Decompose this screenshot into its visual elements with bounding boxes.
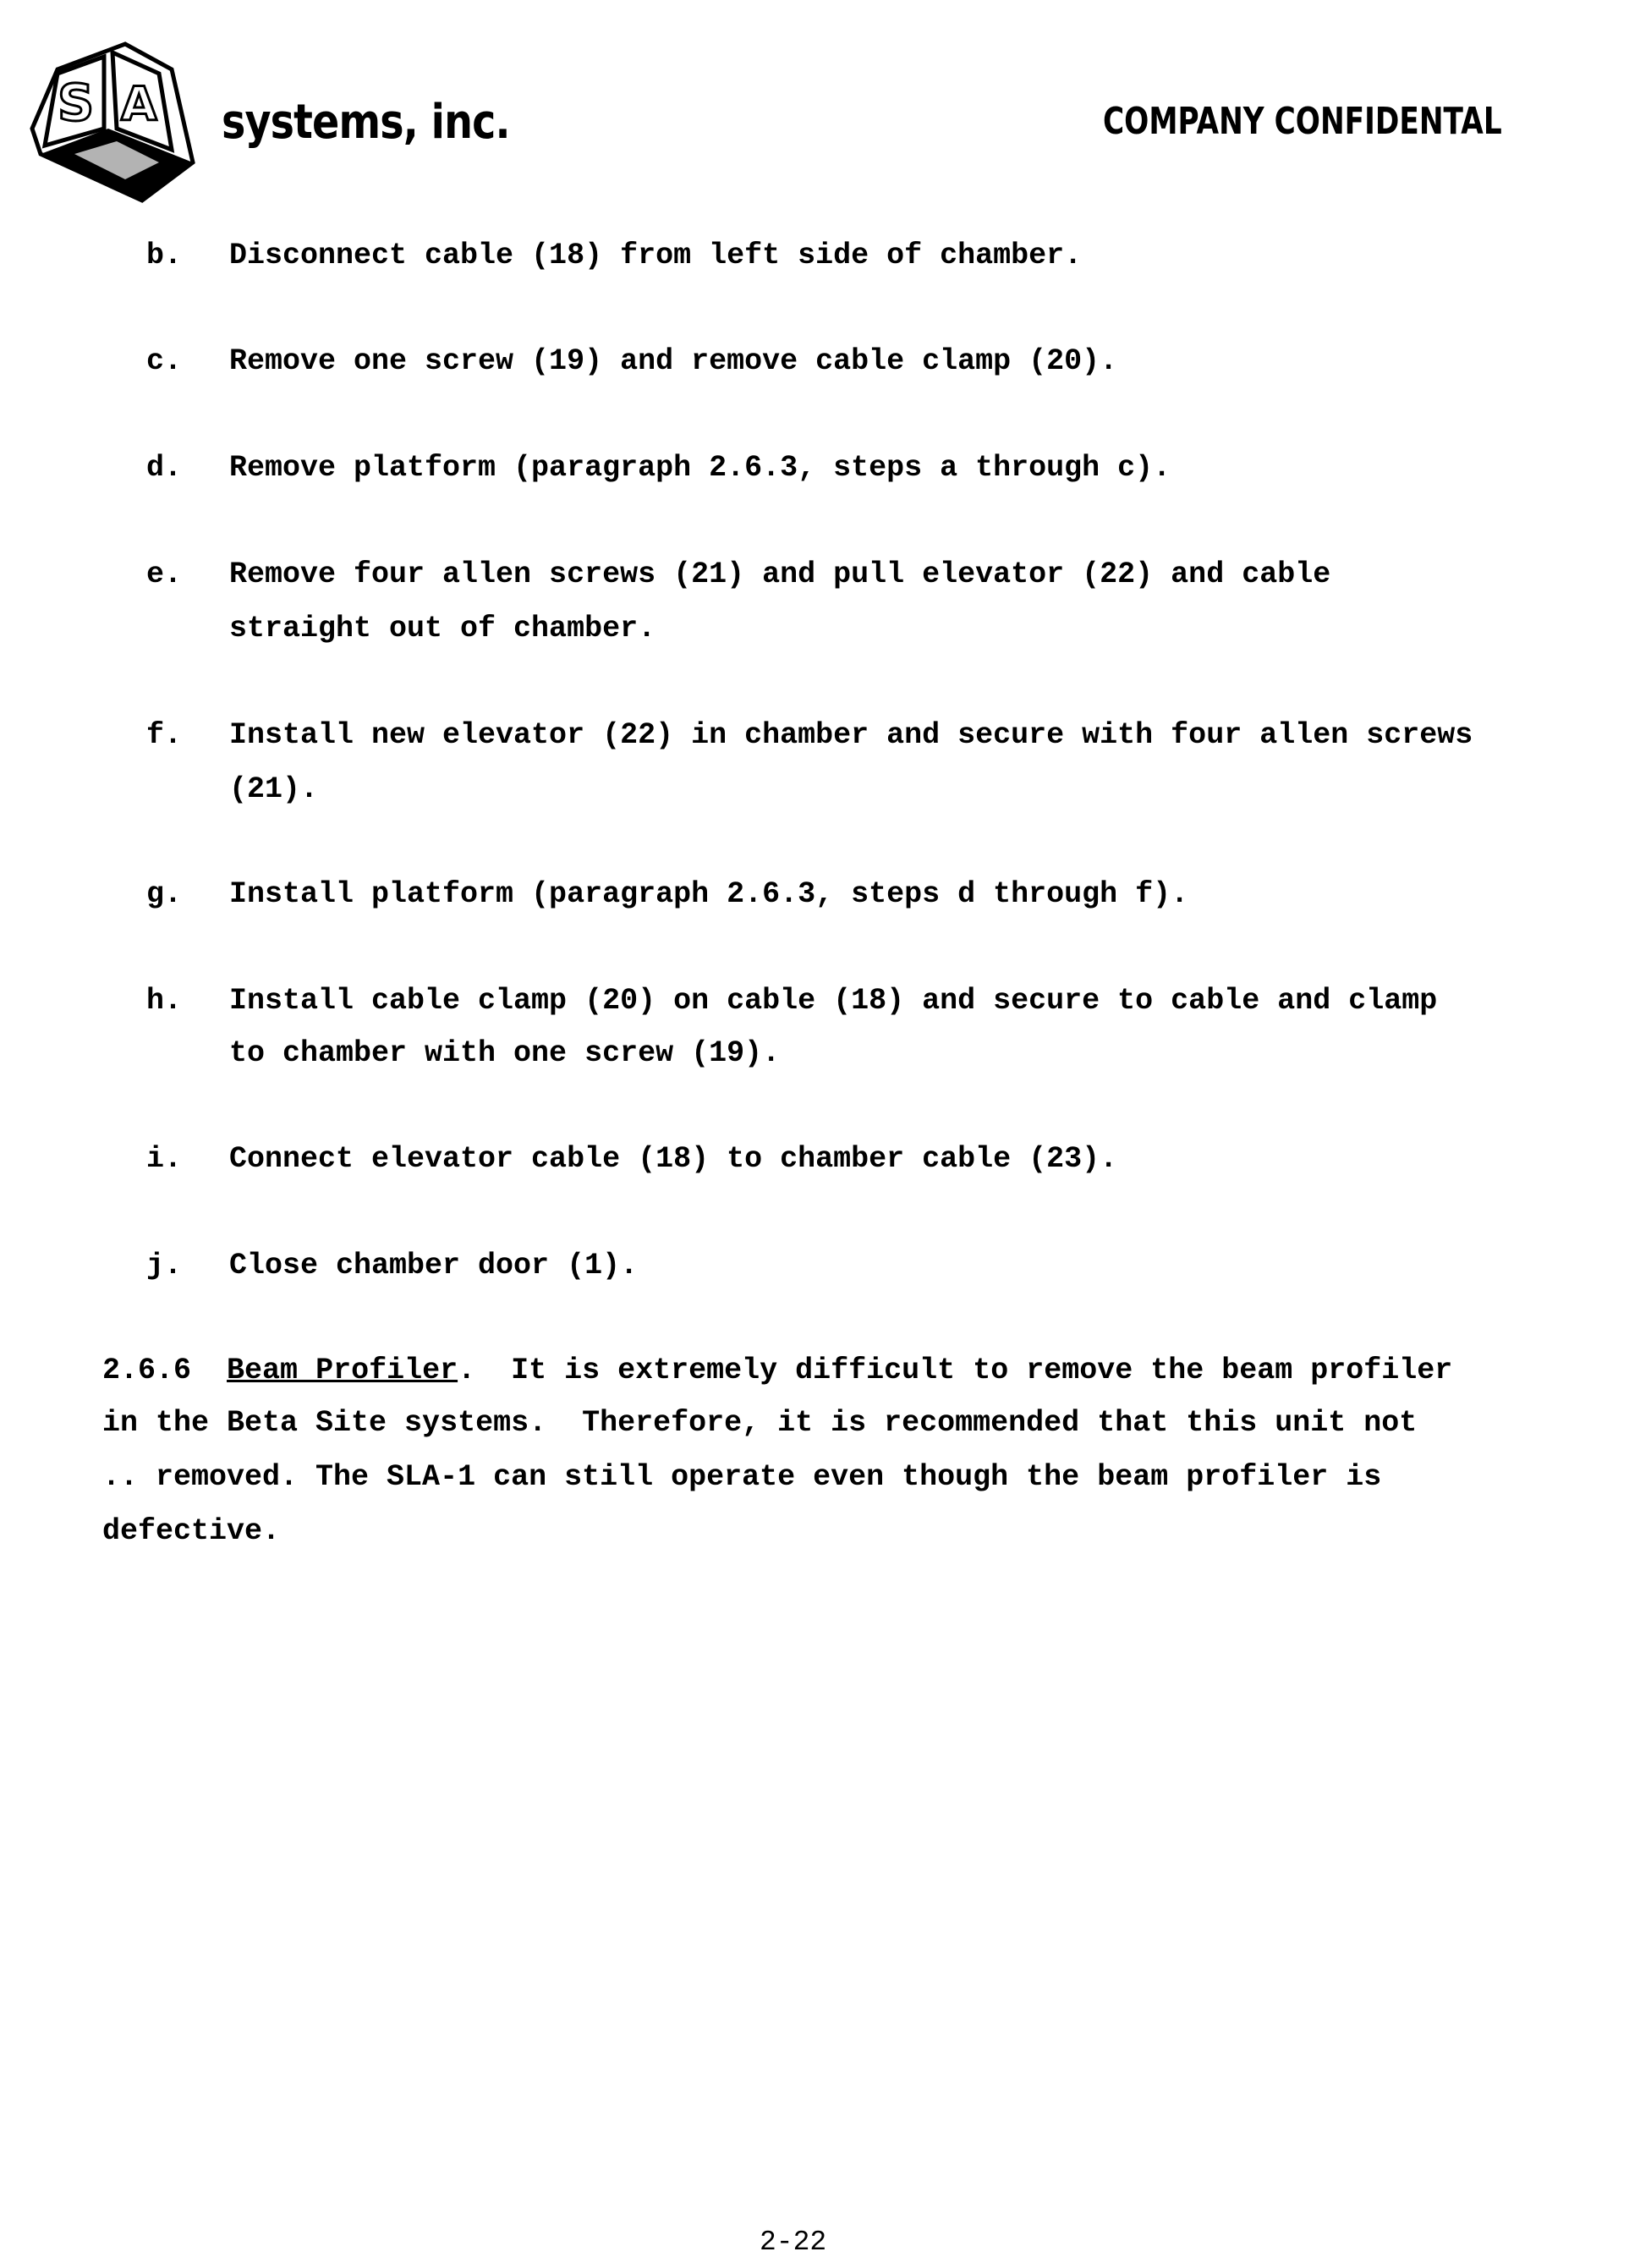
- step-letter: g.: [146, 868, 182, 920]
- company-logo: [24, 36, 218, 205]
- step-letter: h.: [146, 975, 182, 1027]
- step-text: Install new elevator (22) in chamber and secure with four allen screws: [229, 709, 1473, 761]
- step-text: Remove platform (paragraph 2.6.3, steps a through c).: [229, 442, 1171, 494]
- step-text: straight out of chamber.: [229, 602, 655, 655]
- step-text: to chamber with one screw (19).: [229, 1027, 780, 1079]
- step-text: (21).: [229, 763, 318, 815]
- company-name: systems, inc.: [222, 95, 510, 150]
- section-text: . It is extremely difficult to remove the beam profiler: [458, 1354, 1452, 1387]
- step-text: Close chamber door (1).: [229, 1239, 638, 1292]
- step-text: Remove one screw (19) and remove cable clamp (20).: [229, 335, 1117, 387]
- section-title: Beam Profiler: [227, 1354, 458, 1387]
- section-number: 2.6.6: [102, 1354, 191, 1387]
- step-letter: c.: [146, 335, 182, 387]
- section-paragraph-line: defective.: [102, 1505, 280, 1557]
- step-letter: i.: [146, 1133, 182, 1185]
- step-text: Connect elevator cable (18) to chamber cable (23).: [229, 1133, 1117, 1185]
- step-letter: d.: [146, 442, 182, 494]
- step-letter: f.: [146, 709, 182, 761]
- svg-text:A: A: [121, 77, 157, 131]
- step-letter: e.: [146, 548, 182, 601]
- step-letter: j.: [146, 1239, 182, 1292]
- section-paragraph-line: [102, 1344, 1452, 1397]
- section-paragraph-line: in the Beta Site systems. Therefore, it is recommended that this unit not: [102, 1397, 1417, 1449]
- step-text: Install cable clamp (20) on cable (18) and secure to cable and clamp: [229, 975, 1437, 1027]
- svg-text:S: S: [58, 74, 94, 133]
- confidential-label: COMPANY CONFIDENTAL: [1103, 100, 1502, 143]
- page-number: 2-22: [760, 2227, 826, 2258]
- step-text: Disconnect cable (18) from left side of chamber.: [229, 229, 1082, 282]
- step-text: Install platform (paragraph 2.6.3, steps d through f).: [229, 868, 1188, 920]
- step-text: Remove four allen screws (21) and pull elevator (22) and cable: [229, 548, 1330, 601]
- step-letter: b.: [146, 229, 182, 282]
- section-paragraph-line: .. removed. The SLA-1 can still operate even though the beam profiler is: [102, 1451, 1381, 1503]
